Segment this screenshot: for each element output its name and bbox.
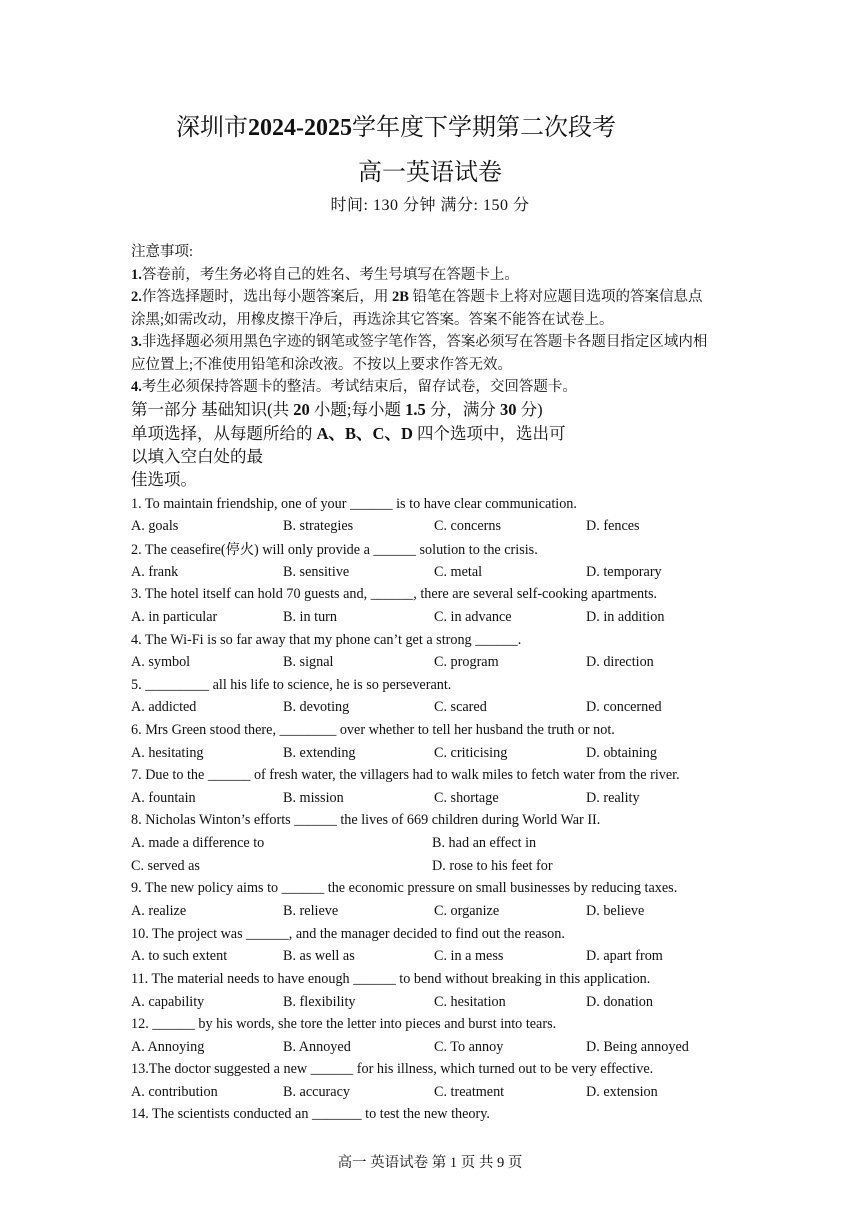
note-2-text-a: 作答选择题时，选出每小题答案后，用: [141, 289, 392, 305]
note-1-text: 答卷前，考生务必将自己的姓名、考生号填写在答题卡上。: [141, 266, 519, 283]
note-4-number: 4.: [131, 379, 142, 395]
notes-block: [131, 241, 741, 399]
section-heading-c: 小题;每小题: [309, 400, 406, 419]
answer-option: C. scared: [434, 699, 487, 715]
note-3-number: 3.: [131, 334, 142, 350]
question-stem: 5. _________ all his life to science, he is so perseverant.: [131, 677, 452, 693]
exam-subtitle: 高一英语试卷: [358, 160, 502, 186]
question-stem: 3. The hotel itself can hold 70 guests and, ______, there are several self-cooking apartments.: [131, 586, 658, 602]
time-info: 时间: 130 分钟 满分: 150 分: [330, 197, 530, 214]
answer-option: A. realize: [131, 903, 187, 919]
answer-option: D. direction: [586, 654, 654, 670]
note-1: [131, 264, 741, 287]
answer-option: B. extending: [283, 745, 356, 761]
note-2-line2: 涂黑;如需改动，用橡皮擦干净后，再选涂其它答案。答案不能答在试卷上。: [131, 311, 614, 328]
question-stem: 6. Mrs Green stood there, ________ over whether to tell her husband the truth or not.: [131, 722, 615, 738]
section-count: 20: [293, 400, 310, 419]
answer-option: C. organize: [434, 903, 500, 919]
instruction-c: 四个选项中，选出可: [412, 424, 566, 443]
answer-option: B. as well as: [283, 948, 355, 964]
answer-option: B. Annoyed: [283, 1039, 351, 1055]
exam-title: [176, 112, 696, 144]
answer-option: A. symbol: [131, 654, 191, 670]
question-stem: 8. Nicholas Winton’s efforts ______ the lives of 669 children during World War II.: [131, 812, 601, 828]
title-term: 学年度下学期第二次段考: [352, 115, 616, 141]
answer-option: D. concerned: [586, 699, 662, 715]
section-instruction-2: 以填入空白处的最: [131, 447, 263, 466]
answer-option: C. metal: [434, 564, 483, 580]
answer-option: D. extension: [586, 1084, 658, 1100]
instruction-letters: A、B、C、D: [316, 424, 413, 443]
answer-option: B. mission: [283, 790, 344, 806]
answer-option: D. obtaining: [586, 745, 657, 761]
answer-option: D. apart from: [586, 948, 663, 964]
answer-option: B. in turn: [283, 609, 337, 625]
question-stem: 9. The new policy aims to ______ the economic pressure on small businesses by reducing taxes.: [131, 880, 678, 896]
answer-option: A. made a difference to: [131, 835, 265, 851]
answer-option: C. program: [434, 654, 499, 670]
section-instruction-3: 佳选项。: [131, 470, 197, 489]
answer-option: D. Being annoyed: [586, 1039, 689, 1055]
question-stem: 13.The doctor suggested a new ______ for his illness, which turned out to be very effective.: [131, 1061, 654, 1077]
title-city: 深圳市: [176, 115, 248, 141]
answer-option: A. to such extent: [131, 948, 228, 964]
answer-option: C. served as: [131, 858, 200, 874]
answer-option: C. concerns: [434, 518, 501, 534]
section-points: 1.5: [405, 400, 426, 419]
note-2-number: 2.: [131, 289, 142, 305]
answer-option: C. in a mess: [434, 948, 504, 964]
answer-option: D. temporary: [586, 564, 662, 580]
title-years: 2024-2025: [248, 115, 352, 141]
answer-option: D. rose to his feet for: [432, 858, 553, 874]
note-3: [131, 331, 741, 354]
answer-option: A. contribution: [131, 1084, 218, 1100]
note-3-text: 非选择题必须用黑色字迹的钢笔或签字笔作答，答案必须写在答题卡各题目指定区域内相: [141, 334, 708, 350]
section-heading: [131, 399, 751, 421]
note-1-number: 1.: [131, 266, 142, 283]
question-stem: 7. Due to the ______ of fresh water, the villagers had to walk miles to fetch water from the river.: [131, 767, 680, 783]
answer-option: D. in addition: [586, 609, 665, 625]
answer-option: B. relieve: [283, 903, 339, 919]
answer-option: B. devoting: [283, 699, 350, 715]
question-stem: 12. ______ by his words, she tore the letter into pieces and burst into tears.: [131, 1016, 557, 1032]
section-heading-a: 第一部分 基础知识(共: [131, 400, 294, 419]
question-stem: 1. To maintain friendship, one of your ______ is to have clear communication.: [131, 496, 577, 512]
answer-option: C. in advance: [434, 609, 512, 625]
answer-option: C. criticising: [434, 745, 508, 761]
answer-option: D. believe: [586, 903, 645, 919]
answer-option: D. donation: [586, 994, 653, 1010]
answer-option: A. goals: [131, 518, 179, 534]
answer-option: B. had an effect in: [432, 835, 537, 851]
answer-option: D. fences: [586, 518, 640, 534]
answer-option: A. in particular: [131, 609, 218, 625]
question-stem: 4. The Wi-Fi is so far away that my phone can’t get a strong ______.: [131, 632, 522, 648]
section-heading-d: 分，满分: [425, 400, 500, 419]
answer-option: C. To annoy: [434, 1039, 504, 1055]
answer-option: B. flexibility: [283, 994, 356, 1010]
answer-option: C. shortage: [434, 790, 499, 806]
question-stem: 2. The ceasefire(停火) will only provide a ______ solution to the crisis.: [131, 542, 538, 558]
section-instruction-1: [131, 423, 751, 445]
answer-option: B. strategies: [283, 518, 354, 534]
instruction-a: 单项选择，从每题所给的: [131, 424, 317, 443]
answer-option: C. treatment: [434, 1084, 505, 1100]
answer-option: A. capability: [131, 994, 205, 1010]
section-total: 30: [499, 400, 517, 419]
page-footer: 高一 英语试卷 第 1 页 共 9 页: [337, 1155, 523, 1171]
answer-option: A. frank: [131, 564, 179, 580]
answer-option: D. reality: [586, 790, 640, 806]
answer-option: A. fountain: [131, 790, 196, 806]
note-4-text: 考生必须保持答题卡的整洁。考试结束后，留存试卷，交回答题卡。: [141, 379, 577, 395]
answer-option: A. hesitating: [131, 745, 204, 761]
answer-option: B. accuracy: [283, 1084, 350, 1100]
answer-option: B. sensitive: [283, 564, 350, 580]
answer-option: A. Annoying: [131, 1039, 205, 1055]
note-2-pencil: 2B: [392, 289, 409, 305]
note-3-line2: 应位置上;不准使用铅笔和涂改液。不按以上要求作答无效。: [131, 356, 513, 373]
answer-option: B. signal: [283, 654, 334, 670]
note-2: [131, 286, 741, 309]
answer-option: C. hesitation: [434, 994, 506, 1010]
note-4: [131, 376, 741, 399]
question-stem: 10. The project was ______, and the manager decided to find out the reason.: [131, 926, 565, 942]
question-stem: 11. The material needs to have enough ______ to bend without breaking in this application.: [131, 971, 651, 987]
note-2-text-b: 铅笔在答题卡上将对应题目选项的答案信息点: [408, 289, 703, 305]
notes-heading: 注意事项:: [131, 244, 194, 260]
answer-option: A. addicted: [131, 699, 197, 715]
question-stem: 14. The scientists conducted an _______ to test the new theory.: [131, 1106, 490, 1122]
section-heading-e: 分): [516, 400, 543, 419]
